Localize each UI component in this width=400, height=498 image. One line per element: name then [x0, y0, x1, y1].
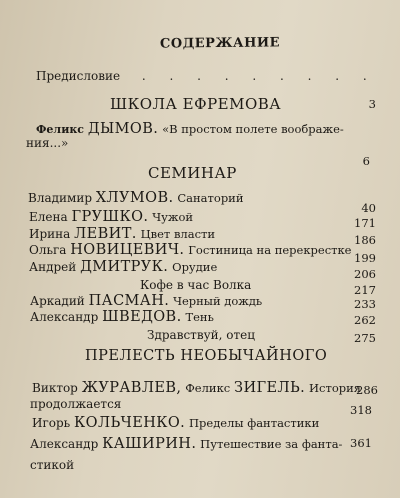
preface-label: Предисловие	[36, 69, 121, 83]
author-last-name: ШВЕДОВ.	[102, 309, 182, 325]
story-title: Путешествие за фанта-	[200, 437, 343, 451]
toc-entry	[30, 310, 214, 324]
page-number: 233	[354, 297, 376, 311]
toc-entry	[36, 122, 344, 137]
preface-entry	[36, 69, 377, 83]
page-number: 361	[350, 436, 372, 450]
leader-dots: . . . . . . . . .	[141, 69, 377, 83]
toc-entry	[29, 227, 215, 241]
page-number: 199	[354, 251, 376, 265]
author-last-name: ДМИТРУК.	[80, 259, 169, 275]
story-title-continued: стикой	[30, 458, 75, 472]
page-number: 286	[356, 383, 378, 397]
page-heading: СОДЕРЖАНИЕ	[159, 35, 281, 52]
story-title: История	[309, 381, 362, 395]
page-number: 275	[354, 331, 376, 345]
story-title: Цвет власти	[140, 227, 216, 241]
author-first-name: Ирина	[29, 227, 71, 241]
page-number: 186	[354, 233, 376, 247]
toc-entry	[29, 260, 217, 274]
story-title: Чужой	[152, 210, 194, 224]
author-last-name: НОВИЦЕВИЧ.	[70, 242, 185, 258]
story-title: Черный дождь	[173, 294, 263, 308]
story-title: Гостиница на перекрестке	[188, 243, 352, 257]
section-title: ПРЕЛЕСТЬ НЕОБЫЧАЙНОГО	[85, 348, 328, 364]
author-last-name: КАШИРИН.	[102, 436, 197, 452]
toc-entry	[30, 437, 342, 451]
coauthor-first-name: Феликс	[185, 381, 231, 395]
author-first-name: Виктор	[32, 381, 78, 395]
author-first-name: Аркадий	[30, 294, 85, 308]
section-title: ШКОЛА ЕФРЕМОВА	[110, 95, 282, 113]
page-number: 217	[354, 283, 376, 297]
toc-entry	[32, 416, 319, 430]
section-title: СЕМИНАР	[148, 164, 237, 182]
story-title-continued: продолжается	[30, 397, 122, 411]
story-title: Здравствуй, отец	[147, 328, 255, 342]
author-first-name: Владимир	[28, 191, 92, 205]
author-first-name: Ольга	[29, 243, 67, 257]
toc-entry	[29, 243, 352, 257]
page-number: 206	[354, 267, 376, 281]
author-first-name: Феликс	[36, 123, 84, 136]
author-last-name: ДЫМОВ.	[87, 121, 159, 137]
page-number: 6	[362, 154, 370, 168]
author-last-name: ПАСМАН.	[88, 293, 170, 309]
story-title: Орудие	[172, 260, 218, 274]
author-last-name: ГРУШКО.	[71, 209, 149, 225]
author-last-name: ЛЕВИТ.	[74, 226, 137, 242]
author-first-name: Андрей	[29, 260, 77, 274]
author-first-name: Александр	[30, 437, 99, 451]
story-title: Санаторий	[177, 191, 244, 205]
story-title: Тень	[185, 310, 214, 324]
toc-entry	[32, 381, 361, 395]
author-last-name: ЖУРАВЛЕВ,	[81, 380, 182, 396]
page-number: 171	[354, 216, 376, 230]
story-title: Кофе в час Волка	[140, 278, 252, 292]
page-number: 318	[350, 403, 372, 417]
author-last-name: ХЛУМОВ.	[95, 190, 174, 206]
page-number: 40	[361, 201, 376, 215]
toc-entry	[30, 294, 262, 308]
coauthor-last-name: ЗИГЕЛЬ.	[234, 380, 306, 396]
page-number: 3	[368, 97, 376, 111]
story-title-continued: ния...»	[26, 136, 69, 150]
toc-entry	[28, 191, 244, 205]
toc-entry	[29, 210, 193, 224]
author-first-name: Игорь	[32, 416, 71, 430]
author-first-name: Александр	[30, 310, 99, 324]
page-number: 262	[354, 313, 376, 327]
story-title: «В простом полете воображе-	[162, 122, 344, 136]
author-last-name: КОЛЬЧЕНКО.	[74, 415, 186, 431]
author-first-name: Елена	[29, 210, 68, 224]
story-title: Пределы фантастики	[189, 416, 320, 430]
